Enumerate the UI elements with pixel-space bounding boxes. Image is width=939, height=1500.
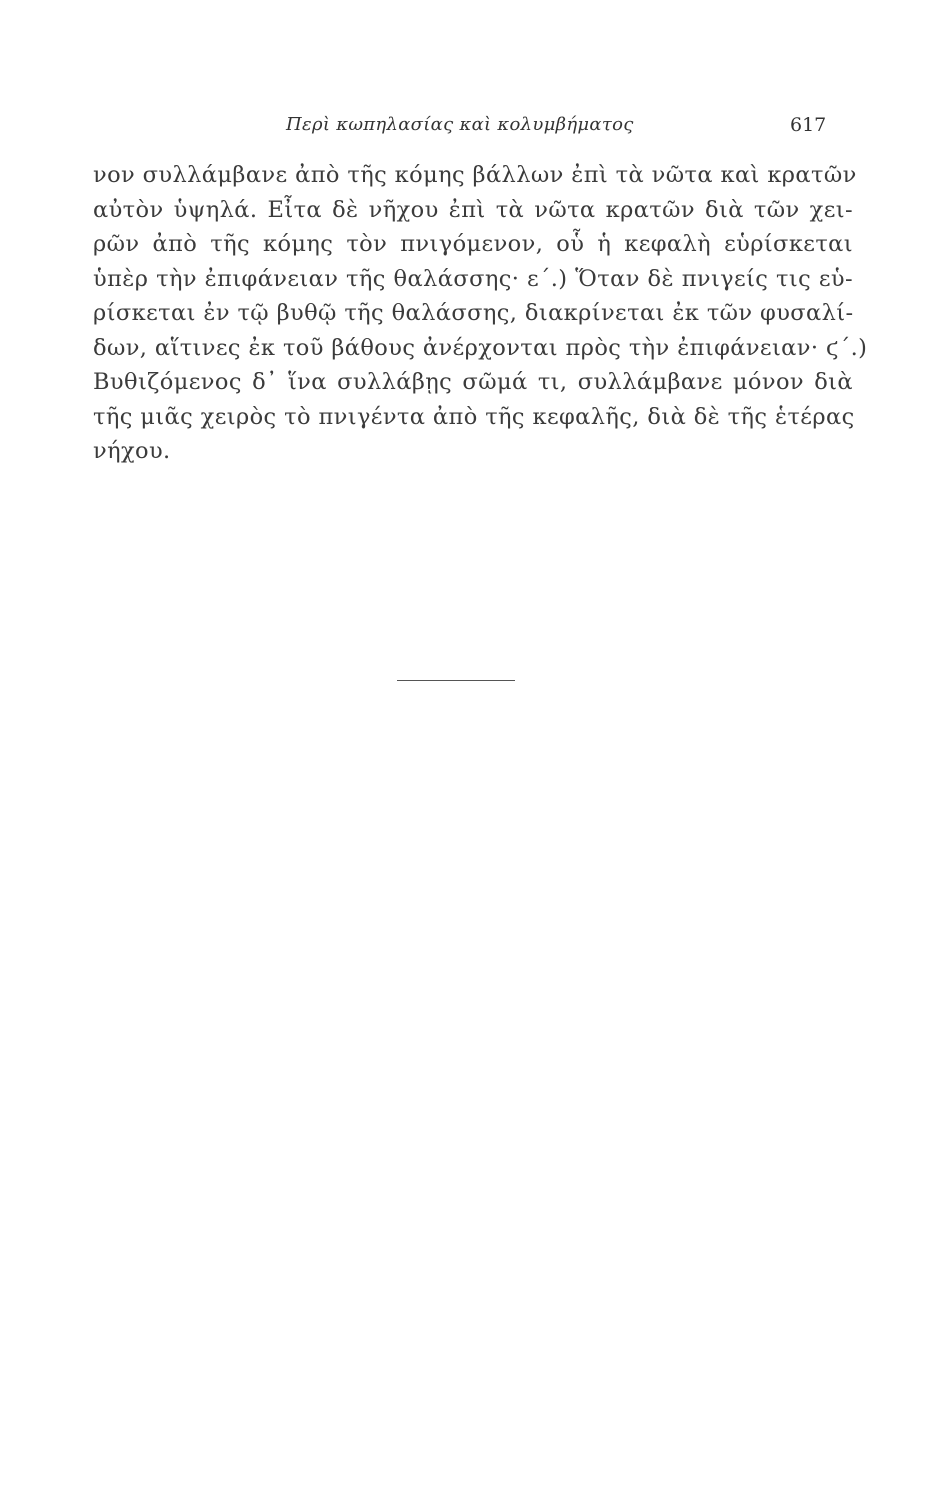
text-line: αὐτὸν ὑψηλά. Εἶτα δὲ νῆχου ἐπὶ τὰ νῶτα κρατῶν διὰ τῶν χει-: [93, 196, 853, 223]
section-end-rule: [397, 680, 515, 681]
page-number: 617: [790, 114, 827, 136]
text-line: ρίσκεται ἐν τῷ βυθῷ τῆς θαλάσσης, διακρίνεται ἐκ τῶν φυσαλί-: [93, 300, 854, 326]
text-line-last: νήχου.: [93, 438, 171, 464]
text-line: Βυθιζόμενος δ᾽ ἵνα συλλάβῃς σῶμά τι, συλλάμβανε μόνον διὰ: [93, 369, 853, 395]
text-line: νον συλλάμβανε ἀπὸ τῆς κόμης βάλλων ἐπὶ τὰ νῶτα καὶ κρατῶν: [93, 162, 857, 188]
text-line: δων, αἵτινες ἐκ τοῦ βάθους ἀνέρχονται πρὸς τὴν ἐπιφάνειαν· ϛ΄.): [93, 334, 868, 361]
running-title: Περὶ κωπηλασίας καὶ κολυμβήματος: [286, 114, 634, 135]
text-line: ὑπὲρ τὴν ἐπιφάνειαν τῆς θαλάσσης· ε΄.) Ὅταν δὲ πνιγείς τις εὑ-: [93, 265, 853, 292]
text-line: τῆς μιᾶς χειρὸς τὸ πνιγέντα ἀπὸ τῆς κεφαλῆς, διὰ δὲ τῆς ἑτέρας: [93, 403, 855, 430]
running-header: [0, 114, 939, 144]
text-line: ρῶν ἀπὸ τῆς κόμης τὸν πνιγόμενον, οὗ ἡ κεφαλὴ εὑρίσκεται: [93, 231, 853, 257]
body-paragraph: [93, 158, 868, 469]
